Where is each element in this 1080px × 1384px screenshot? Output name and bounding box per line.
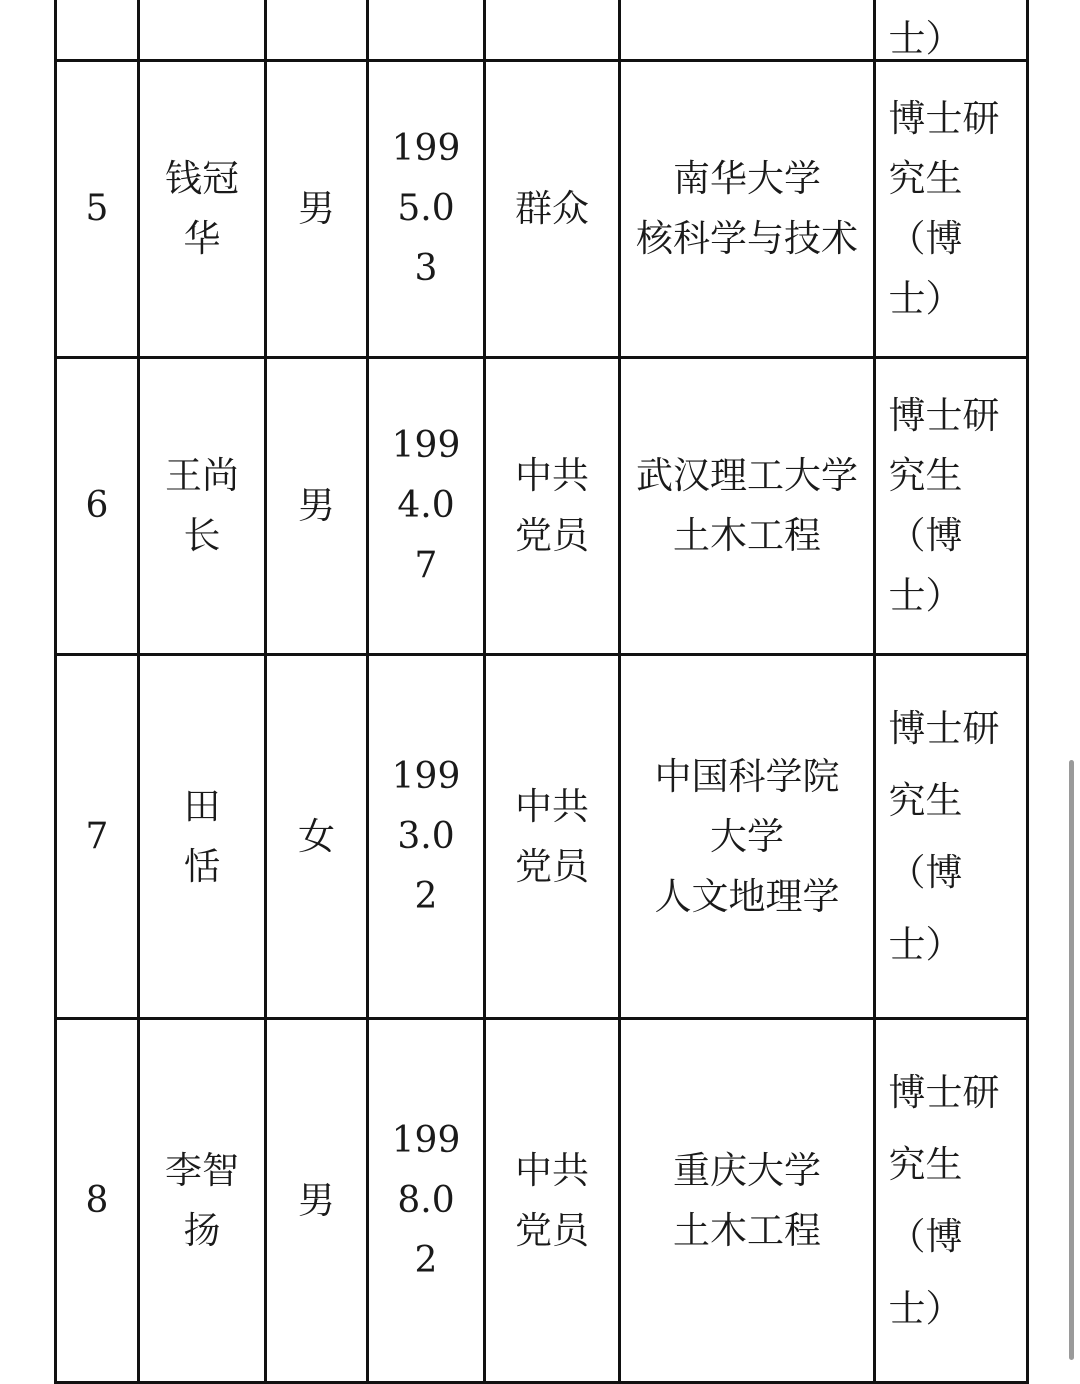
cell-gender (266, 0, 368, 61)
table-row (56, 358, 1028, 655)
cell-party: 群众 (485, 61, 620, 358)
cell-name: 李智扬 (139, 1019, 266, 1383)
cell-birth: 1995.03 (368, 61, 485, 358)
cell-name: 钱冠华 (139, 61, 266, 358)
cell-school: 南华大学 核科学与技术 (620, 61, 875, 358)
cell-number (56, 0, 139, 61)
cell-party: 中共党员 (485, 1019, 620, 1383)
cell-degree: 博士研究生（博士） (875, 61, 1028, 358)
table-row-partial (56, 0, 1028, 61)
cell-number: 8 (56, 1019, 139, 1383)
cell-name: 王尚长 (139, 358, 266, 655)
cell-school: 中国科学院大学 人文地理学 (620, 655, 875, 1019)
table-row (56, 655, 1028, 1019)
cell-school: 重庆大学 土木工程 (620, 1019, 875, 1383)
table-row (56, 1019, 1028, 1383)
cell-birth: 1993.02 (368, 655, 485, 1019)
table-row (56, 61, 1028, 358)
cell-name (139, 0, 266, 61)
cell-degree: 博士研究生（博士） (875, 655, 1028, 1019)
cell-party: 中共党员 (485, 358, 620, 655)
cell-gender: 女 (266, 655, 368, 1019)
cell-degree: 博士研究生（博士） (875, 1019, 1028, 1383)
vertical-scrollbar[interactable] (1069, 760, 1074, 1360)
cell-birth (368, 0, 485, 61)
cell-number: 5 (56, 61, 139, 358)
cell-degree: 士） (875, 0, 1028, 61)
candidate-table-container (54, 0, 1029, 1384)
cell-party: 中共党员 (485, 655, 620, 1019)
cell-name: 田恬 (139, 655, 266, 1019)
cell-school (620, 0, 875, 61)
cell-gender: 男 (266, 61, 368, 358)
cell-number: 7 (56, 655, 139, 1019)
cell-number: 6 (56, 358, 139, 655)
cell-party (485, 0, 620, 61)
cell-school: 武汉理工大学 土木工程 (620, 358, 875, 655)
candidate-table (54, 0, 1029, 1384)
cell-birth: 1994.07 (368, 358, 485, 655)
cell-gender: 男 (266, 358, 368, 655)
cell-gender: 男 (266, 1019, 368, 1383)
cell-birth: 1998.02 (368, 1019, 485, 1383)
cell-degree: 博士研究生（博士） (875, 358, 1028, 655)
